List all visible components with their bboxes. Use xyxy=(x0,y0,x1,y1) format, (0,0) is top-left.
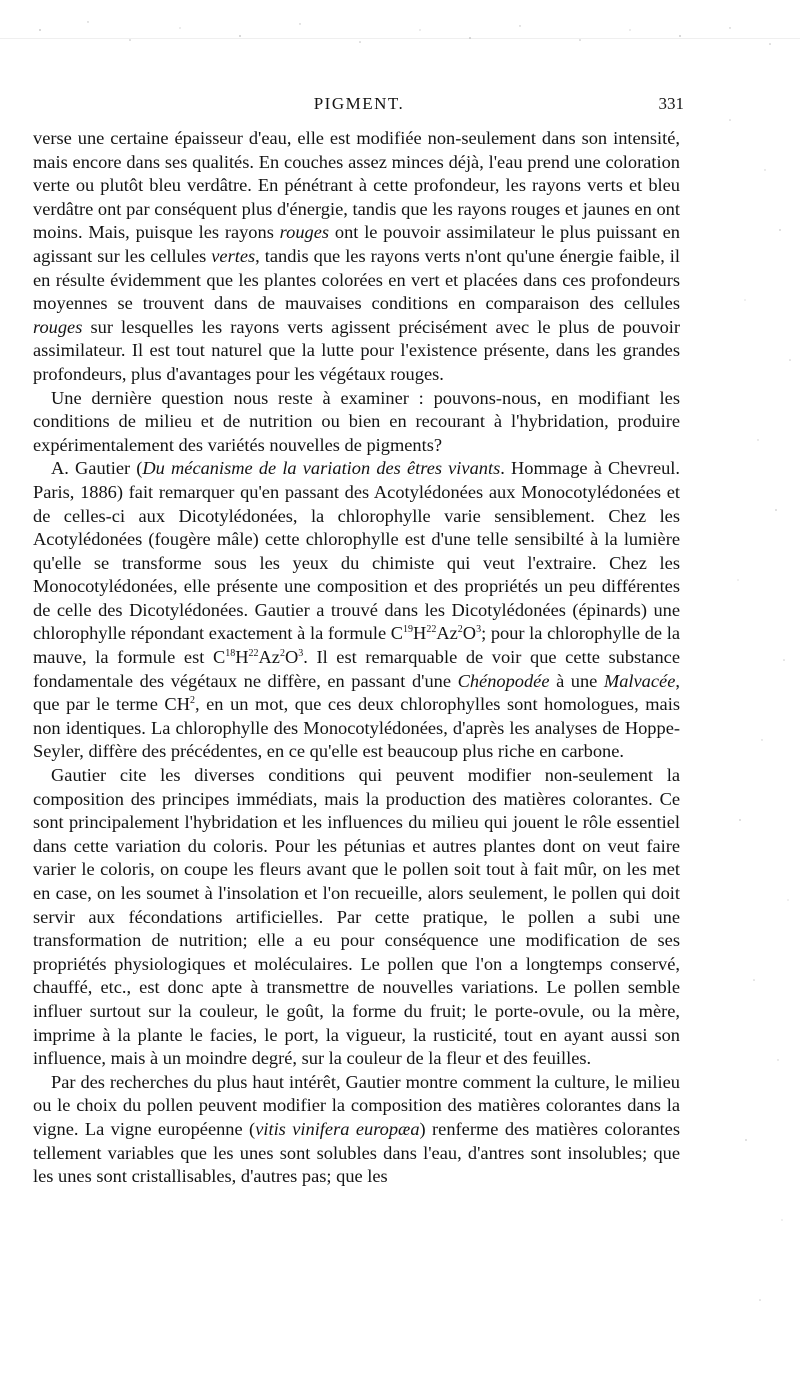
italic-text: Du mécanisme de la variation des êtres vivants xyxy=(142,458,501,479)
italic-text: rouges xyxy=(33,316,83,337)
superscript: 22 xyxy=(426,624,437,636)
text-run: H xyxy=(413,623,427,644)
body-text xyxy=(33,127,680,1189)
page-number: 331 xyxy=(658,94,684,113)
italic-text: vertes xyxy=(211,245,256,266)
paragraph-p1 xyxy=(33,127,680,387)
superscript: 2 xyxy=(457,624,463,636)
text-run: Une dernière question nous reste à examiner : pouvons-nous, en modifiant les conditions de milieu et de nutrition ou bien en recourant à l'hybridation, produire expérimentalement des variétés nouvelles de pigments? xyxy=(33,387,680,455)
superscript: 3 xyxy=(298,647,304,659)
scan-speckle-top xyxy=(0,0,800,70)
text-run: Az xyxy=(436,623,458,644)
superscript: 2 xyxy=(189,695,195,707)
superscript: 19 xyxy=(403,624,414,636)
text-run: O xyxy=(284,647,299,668)
text-run: , tandis que les rayons verts n'ont qu'une énergie faible, il en résulte évidemment que les plantes colorées en vert et placées dans ces profondeurs moyennes se trouvent dans de mauvaises conditions en comparaison des cellules xyxy=(33,245,680,314)
superscript: 18 xyxy=(225,647,236,659)
text-run: , en un mot, que ces deux chlorophylles sont homologues, mais non identiques. La chlorophylle des Monocotylédonées, d'après les analyses de Hoppe-Seyler, diffère des précédentes, en ce qu'elle est beaucoup plus riche en carbone. xyxy=(33,694,680,762)
text-run: Par des recherches du plus haut intérêt, Gautier montre comment la culture, le milieu ou le choix du pollen peuvent modifier la composition des matières colorantes dans la vigne. La vigne européenne ( xyxy=(33,1071,680,1139)
italic-text: Malvacée xyxy=(603,670,676,691)
paragraph-p3 xyxy=(33,457,680,764)
text-run: ; pour la chlorophylle de la mauve, la formule est C xyxy=(33,623,680,668)
text-run: A. Gautier ( xyxy=(51,458,143,479)
text-run: sur lesquelles les rayons verts agissent précisément avec le plus de pouvoir assimilateur. Il est tout naturel que la lutte pour l'existence présente, dans les grandes profondeurs, plus d'avantages pour les végétaux rouges. xyxy=(33,316,680,384)
text-run: Gautier cite les diverses conditions qui peuvent modifier non-seulement la composition des principes immédiats, mais la production des matières colorantes. Ce sont principalement l'hybridation et les influences du milieu qui jouent le rôle essentiel dans cette variation du coloris. Pour les pétunias et autres plantes dont on veut faire varier le coloris, on coupe les fleurs avant que le pollen soit tout à fait mûr, on les met en case, on les soumet à l'insolation et l'on recueille, alors seulement, le pollen qui doit servir aux fécondations artificielles. Par cette pratique, le pollen a subi une transformation de nutrition; elle a eu pour conséquence une modification de ses propriétés physiologiques et moléculaires. Le pollen que l'on a longtemps conservé, chauffé, etc., est donc apte à transmettre de nouvelles variations. Le pollen semble influer surtout sur la couleur, le goût, la forme du fruit; le porte-ovule, ou la mère, imprime à la plante le facies, le port, la vigueur, la rusticité, tout en ayant aussi son influence, mais à un moindre degré, sur la couleur de la fleur et des feuilles. xyxy=(33,765,680,1069)
paragraph-p5 xyxy=(33,1071,680,1189)
text-run: à une xyxy=(549,670,604,691)
paragraph-p2 xyxy=(33,387,680,458)
text-run: ) renferme des matières colorantes tellement variables que les unes sont solubles dans l'eau, d'antres sont insolubles; que les unes sont cristallisables, d'autres pas; que les xyxy=(33,1118,680,1187)
text-run: . Il est remarquable de voir que cette substance fondamentale des végétaux ne diffère, en passant d'une xyxy=(33,647,680,691)
italic-text: rouges xyxy=(279,222,330,243)
superscript: 2 xyxy=(279,647,285,659)
superscript: 3 xyxy=(476,624,482,636)
text-run: Az xyxy=(258,647,280,668)
scan-speckle-right xyxy=(710,60,800,1360)
italic-text: Chénopodée xyxy=(457,670,550,691)
superscript: 22 xyxy=(248,647,259,659)
text-run: verse une certaine épaisseur d'eau, elle est modifiée non-seulement dans son intensité, mais encore dans ses qualités. En couches assez minces déjà, l'eau prend une coloration verte ou plutôt bleu verdâtre. En pénétrant à cette profondeur, les rayons verts et bleu verdâtre ont par conséquent plus d'énergie, tandis que les rayons rouges et jaunes en ont moins. Mais, puisque les rayons xyxy=(33,128,680,243)
italic-text: vitis vinifera europæa xyxy=(255,1118,420,1139)
paragraph-p4 xyxy=(33,764,680,1071)
header-title: PIGMENT. xyxy=(313,94,405,113)
text-run: ont le pouvoir assimilateur le plus puissant en agissant sur les cellules xyxy=(33,222,680,266)
text-run: H xyxy=(235,647,249,668)
text-run: . Hommage à Chevreul. Paris, 1886) fait remarquer qu'en passant des Acotylédonées aux Monocotylédonées et de celles-ci aux Dicotylédonées, la chlorophylle varie sensiblement. Chez les Acotylédonées (fougère mâle) cette chlorophylle est d'une telle sensibilté à la lumière qu'elle se transforme sous les yeux du chimiste qui veut l'extraire. Chez les Monocotylédonées, elle présente une composition et des propriétés un peu différentes de celle des Dicotylédonées. Gautier a trouvé dans les Dicotylédonées (épinards) une chlorophylle répondant exactement à la formule C xyxy=(33,458,681,644)
running-header xyxy=(34,92,684,120)
text-run: , que par le terme CH xyxy=(33,670,680,715)
text-run: O xyxy=(462,623,477,644)
